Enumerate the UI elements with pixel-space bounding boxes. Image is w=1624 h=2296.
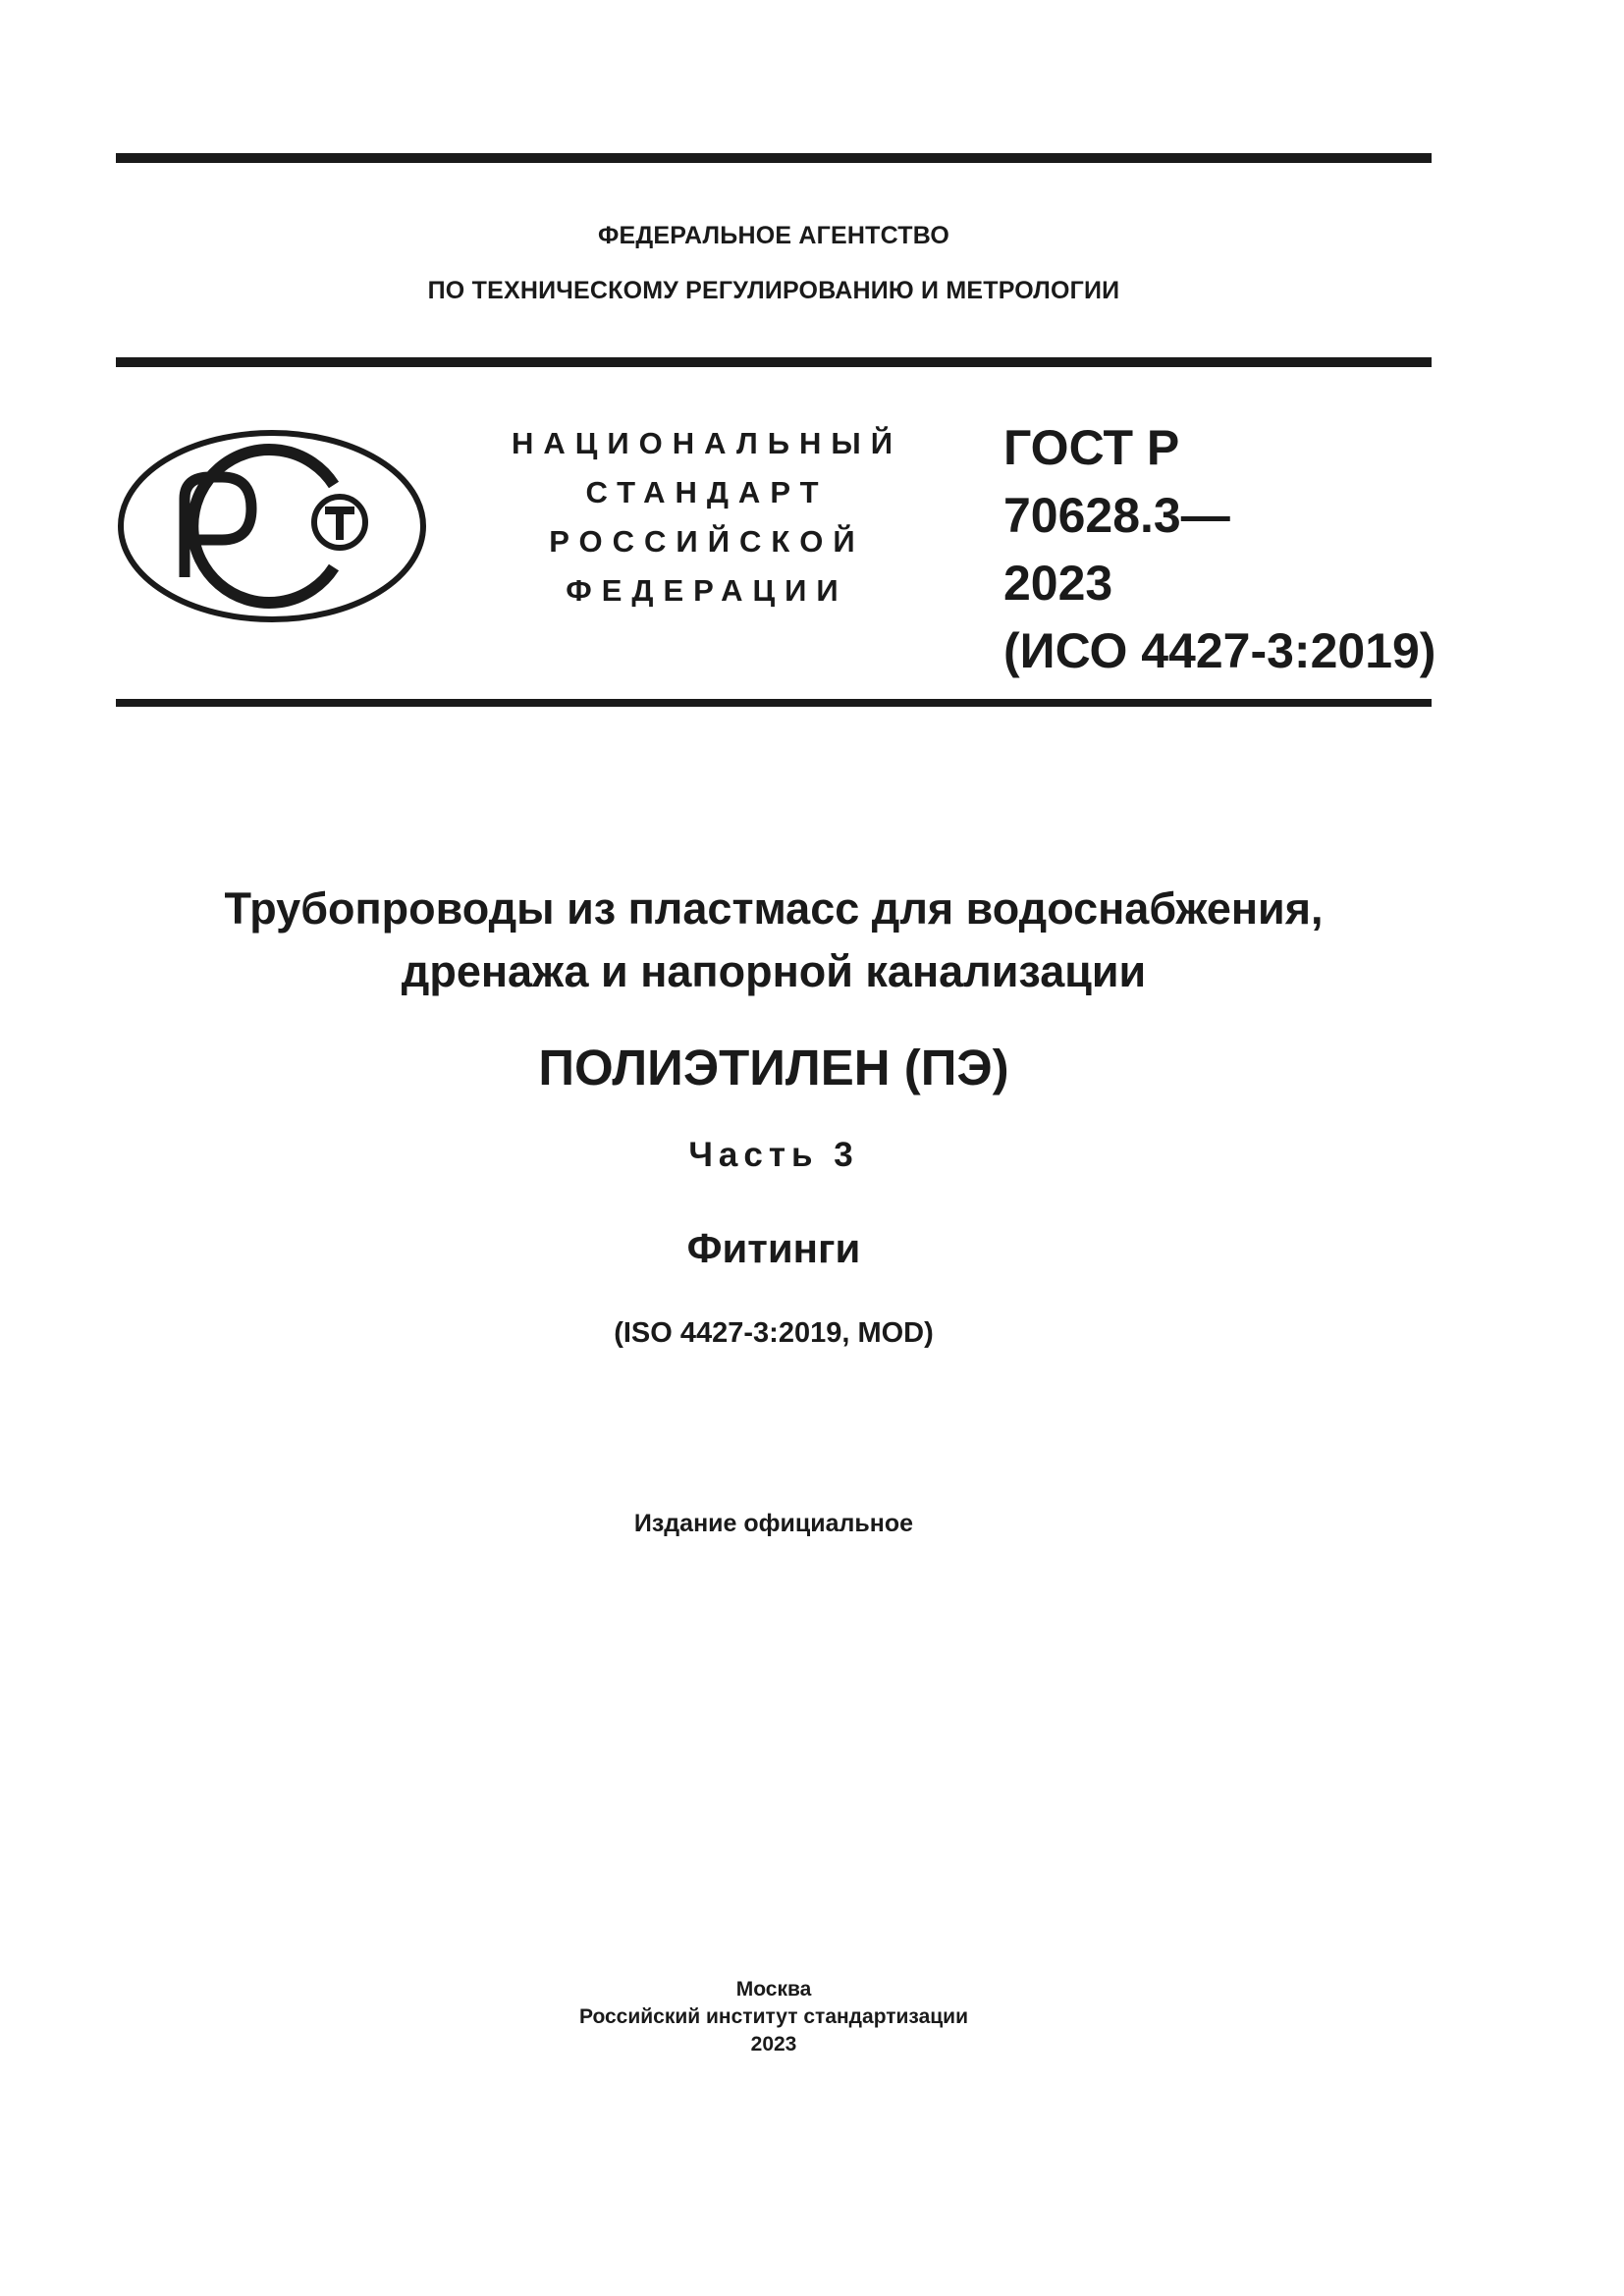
national-standard-line-3: РОССИЙСКОЙ xyxy=(549,524,865,559)
rst-logo-icon xyxy=(116,428,428,624)
title-line-2: дренажа и напорной канализации xyxy=(401,946,1147,996)
imprint-city: Москва xyxy=(735,1978,812,2001)
title-line-1: Трубопроводы из пластмасс для водоснабжения, xyxy=(224,883,1324,934)
national-standard-label xyxy=(476,419,938,615)
designation-line-4: (ИСО 4427-3:2019) xyxy=(1003,623,1436,678)
imprint-year: 2023 xyxy=(750,2033,797,2056)
top-rule xyxy=(116,153,1432,163)
part-title: Фитинги xyxy=(686,1225,861,1271)
edition-label: Издание официальное xyxy=(633,1510,914,1537)
iso-reference: (ISO 4427-3:2019, MOD) xyxy=(614,1317,934,1349)
document-subtitle: ПОЛИЭТИЛЕН (ПЭ) xyxy=(538,1040,1009,1095)
national-standard-line-1: НАЦИОНАЛЬНЫЙ xyxy=(511,426,903,460)
document-title xyxy=(116,878,1432,1003)
imprint-publisher: Российский институт стандартизации xyxy=(578,2005,969,2028)
designation-line-1: ГОСТ Р xyxy=(1003,420,1180,475)
imprint xyxy=(116,1976,1432,2058)
header-rule xyxy=(116,357,1432,367)
agency-line-1: ФЕДЕРАЛЬНОЕ АГЕНТСТВО xyxy=(598,222,949,249)
national-standard-line-2: СТАНДАРТ xyxy=(585,475,829,509)
part-number: Часть 3 xyxy=(688,1136,859,1174)
agency-line-2: ПО ТЕХНИЧЕСКОМУ РЕГУЛИРОВАНИЮ И МЕТРОЛОГИИ xyxy=(427,277,1120,304)
standard-designation xyxy=(1003,414,1435,685)
designation-rule xyxy=(116,699,1432,707)
designation-line-2: 70628.3— xyxy=(1003,488,1230,543)
designation-line-3: 2023 xyxy=(1003,556,1113,611)
national-standard-line-4: ФЕДЕРАЦИИ xyxy=(566,573,848,608)
